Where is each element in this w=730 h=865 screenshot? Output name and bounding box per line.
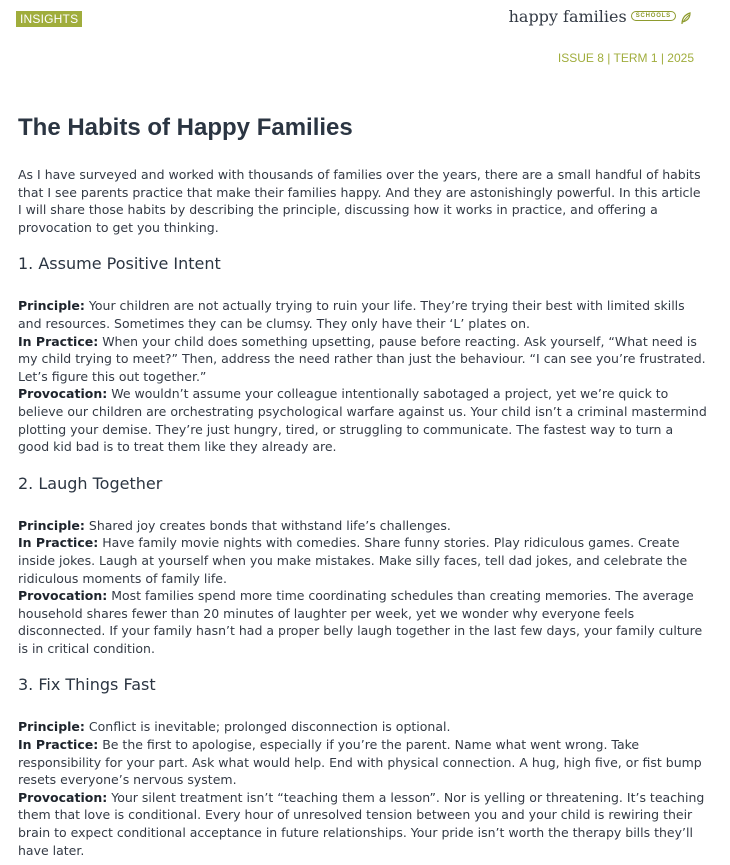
section-1 xyxy=(18,254,708,455)
practice-label: In Practice: xyxy=(18,333,99,349)
section-heading: 3. Fix Things Fast xyxy=(18,675,156,695)
intro-paragraph: As I have surveyed and worked with thousands of families over the years, there are a small handful of habits that I see parents practice that make their families happy. And they are astonishingly powerful. In this article I will share those habits by describing the principle, discussing how it works in practice, and offering a provocation to get you thinking. xyxy=(18,167,701,235)
provocation-paragraph xyxy=(18,789,708,859)
leaf-icon xyxy=(680,11,692,25)
brand-logo xyxy=(509,7,692,26)
section-3 xyxy=(18,675,708,859)
section-heading: 1. Assume Positive Intent xyxy=(18,254,221,274)
practice-text: Have family movie nights with comedies. Share funny stories. Play ridiculous games. Create inside jokes. Laugh at yourself when you make mistakes. Make silly faces, tell dad jokes, and celebrate the ridiculous moments of family life. xyxy=(18,535,688,586)
principle-text: Your children are not actually trying to ruin your life. They’re trying their best with limited skills and resources. Sometimes they can be clumsy. They only have their ‘L’ plates on. xyxy=(18,298,685,331)
principle-label: Principle: xyxy=(18,298,85,314)
provocation-paragraph xyxy=(18,385,708,455)
practice-text: Be the first to apologise, especially if you’re the parent. Name what went wrong. Take responsibility for your part. Ask what would help. End with physical connection. A hug, high five, or fist bump resets everyone’s nervous system. xyxy=(18,737,702,788)
practice-paragraph xyxy=(18,333,708,386)
issue-info: ISSUE 8 | TERM 1 | 2025 xyxy=(557,51,694,65)
practice-label: In Practice: xyxy=(18,535,99,551)
practice-paragraph xyxy=(18,736,708,789)
provocation-label: Provocation: xyxy=(18,386,108,402)
article-body xyxy=(18,166,708,859)
principle-text: Shared joy creates bonds that withstand life’s challenges. xyxy=(84,517,451,533)
insights-tag: INSIGHTS xyxy=(16,11,82,27)
principle-label: Principle: xyxy=(18,517,85,533)
section-2 xyxy=(18,474,708,658)
provocation-text: Most families spend more time coordinating schedules than creating memories. The average household shares fewer than 20 minutes of laughter per week, yet we wonder why everyone feels disconnected. If your family hasn’t had a proper belly laugh together in the last few days, your family culture is in critical condition. xyxy=(18,588,703,656)
principle-label: Principle: xyxy=(18,719,85,735)
practice-paragraph xyxy=(18,534,708,587)
provocation-label: Provocation: xyxy=(18,588,108,604)
principle-paragraph xyxy=(18,718,708,736)
principle-paragraph xyxy=(18,517,708,535)
provocation-paragraph xyxy=(18,587,708,657)
principle-paragraph xyxy=(18,297,708,332)
practice-label: In Practice: xyxy=(18,737,99,753)
brand-name: happy families xyxy=(508,7,627,26)
principle-text: Conflict is inevitable; prolonged disconnection is optional. xyxy=(84,719,451,735)
provocation-text: We wouldn’t assume your colleague intentionally sabotaged a project, yet we’re quick to believe our children are orchestrating psychological warfare against us. Your child isn’t a criminal mastermind plotting your demise. They’re just hungry, tired, or struggling to communicate. The fastest way to turn a good kid bad is to treat them like they already are. xyxy=(18,386,707,455)
provocation-label: Provocation: xyxy=(18,789,108,805)
brand-badge: SCHOOLS xyxy=(631,11,676,21)
practice-text: When your child does something upsetting, pause before reacting. Ask yourself, “What need is my child trying to meet?” Then, address the need rather than just the behaviour. “I can see you’re frustrated. Let’s figure this out together.” xyxy=(18,333,706,384)
page-title: The Habits of Happy Families xyxy=(18,114,353,141)
provocation-text: Your silent treatment isn’t “teaching them a lesson”. Nor is yelling or threatening. It’s teaching them that love is conditional. Every hour of unresolved tension between you and your child is rewiring their brain to expect conditional acceptance in future relationships. Your pride isn’t worth the therapy bills they’ll have later. xyxy=(18,789,705,858)
section-heading: 2. Laugh Together xyxy=(18,473,163,493)
